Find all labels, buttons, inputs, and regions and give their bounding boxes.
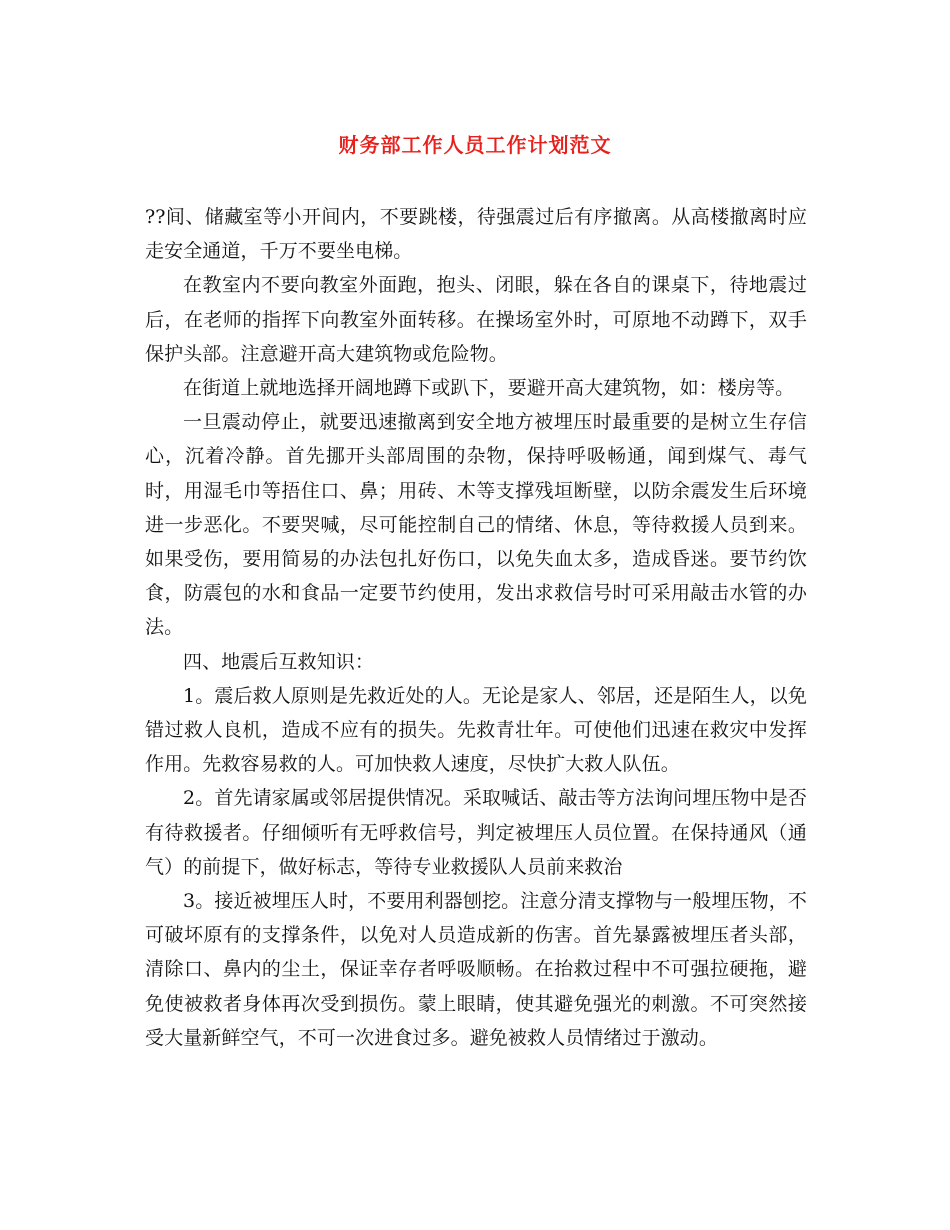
section-heading-mutual-rescue: 四、地震后互救知识： bbox=[183, 650, 375, 673]
paragraph-rescue-principle: 1。震后救人原则是先救近处的人。无论是家人、邻居，还是陌生人，以免错过救人良机，造成不应有的损失。先救青壮年。可使他们迅速在救灾中发挥作用。先救容易救的人。可加快救人速度，尽快扩大救人队伍。 bbox=[145, 684, 807, 776]
paragraph-street: 在街道上就地选择开阔地蹲下或趴下，要避开高大建筑物，如：楼房等。 bbox=[183, 377, 795, 400]
document-title: 财务部工作人员工作计划范文 bbox=[338, 133, 612, 157]
paragraph-after-shaking: 一旦震动停止，就要迅速撤离到安全地方被埋压时最重要的是树立生存信心，沉着冷静。首先挪开头部周围的杂物，保持呼吸畅通，闻到煤气、毒气时，用湿毛巾等捂住口、鼻；用砖、木等支撑残垣断壁，以防余震发生后环境进一步恶化。不要哭喊，尽可能控制自己的情绪、休息，等待救援人员到来。如果受伤，要用简易的办法包扎好伤口，以免失血太多，造成昏迷。要节约饮食，防震包的水和食品一定要节约使用，发出求救信号时可采用敲击水管的办法。 bbox=[145, 411, 807, 639]
paragraph-extraction: 3。接近被埋压人时，不要用利器刨挖。注意分清支撑物与一般埋压物，不可破坏原有的支撑条件，以免对人员造成新的伤害。首先暴露被埋压者头部，清除口、鼻内的尘土，保证幸存者呼吸顺畅。在抬救过程中不可强拉硬拖，避免使被救者身体再次受到损伤。蒙上眼睛，使其避免强光的刺激。不可突然接受大量新鲜空气，不可一次进食过多。避免被救人员情绪过于激动。 bbox=[145, 890, 807, 1049]
paragraph-continuation: ??间、储藏室等小开间内，不要跳楼，待强震过后有序撤离。从高楼撤离时应走安全通道，千万不要坐电梯。 bbox=[145, 206, 807, 263]
paragraph-classroom: 在教室内不要向教室外面跑，抱头、闭眼，躲在各自的课桌下，待地震过后，在老师的指挥下向教室外面转移。在操场室外时，可原地不动蹲下，双手保护头部。注意避开高大建筑物或危险物。 bbox=[145, 274, 807, 365]
paragraph-locate-victims: 2。首先请家属或邻居提供情况。采取喊话、敲击等方法询问埋压物中是否有待救援者。仔细倾听有无呼救信号，判定被埋压人员位置。在保持通风（通气）的前提下，做好标志，等待专业救援队人员前来救治 bbox=[145, 787, 807, 878]
document-body bbox=[145, 200, 807, 1055]
